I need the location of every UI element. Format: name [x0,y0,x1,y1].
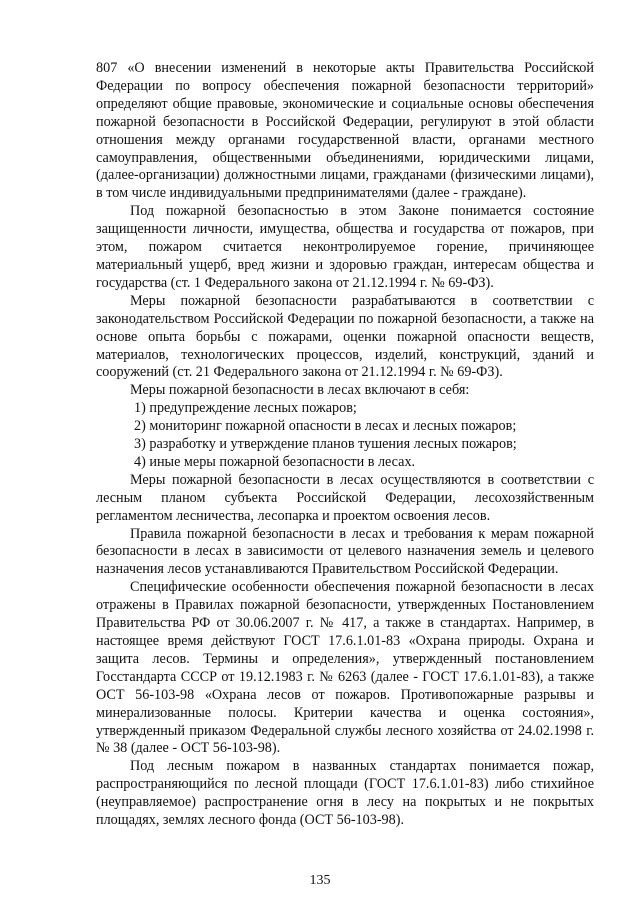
list-item: 2) мониторинг пожарной опасности в лесах и лесных пожаров; [134,418,517,435]
paragraph-measures: Меры пожарной безопасности разрабатываются в соответствии с законодательством Российской Федерации по пожарной безопасности, а также на основе опыта борьбы с пожарами, оценки пожарной опасности веществ, материалов, технологических процессов, изделий, конструкций, зданий и сооружений (ст. 21 Федерального закона от 21.12.1994 г. № 69-ФЗ). [96,292,594,381]
list-item: 4) иные меры пожарной безопасности в лесах. [134,453,416,470]
paragraph-list-intro: Меры пожарной безопасности в лесах включают в себя: [130,382,470,399]
page-number: 135 [309,873,331,888]
measures-list [96,400,594,472]
paragraph-definition: Под пожарной безопасностью в этом Законе понимается состояние защищенности личности, имущества, общества и государства от пожаров, при этом, пожаром считается неконтролируемое горение, причиняющее материальный ущерб, вред жизни и здоровью граждан, интересам общества и государства (ст. 1 Федерального закона от 21.12.1994 г. № 69-ФЗ). [96,203,594,291]
paragraph-rules: Правила пожарной безопасности в лесах и требования к мерам пожарной безопасности в лесах в зависимости от целевого назначения земель и целевого назначения лесов устанавливаются Правительством Российской Федерации. [96,525,594,578]
paragraph-implementation: Меры пожарной безопасности в лесах осуществляются в соответствии с лесным планом субъекта Российской Федерации, лесохозяйственным регламентом лесничества, лесопарка и проектом освоения лесов. [96,471,594,524]
list-item: 1) предупреждение лесных пожаров; [134,400,357,417]
paragraph-standards: Специфические особенности обеспечения пожарной безопасности в лесах отражены в Правилах пожарной безопасности, утвержденных Постановлением Правительства РФ от 30.06.2007 г. № 417, а также в стандартах. Например, в настоящее время действуют ГОСТ 17.6.1.01-83 «Охрана природы. Охрана и защита лесов. Термины и определения», утвержденный постановлением Госстандарта СССР от 19.12.1983 г. № 6263 (далее - ГОСТ 17.6.1.01-83), а также ОСТ 56-103-98 «Охрана лесов от пожаров. Противопожарные разрывы и минерализованные полосы. Критерии качества и оценка состояния», утвержденный приказом Федеральной службы лесного хозяйства от 24.02.1998 г. № 38 (далее - ОСТ 56-103-98). [96,579,594,757]
paragraph-forest-fire-definition: Под лесным пожаром в названных стандартах понимается пожар, распространяющийся по лесной площади (ГОСТ 17.6.1.01-83) либо стихийное (неуправляемое) распространение огня в лесу на покрытых и не покрытых площадях, землях лесного фонда (ОСТ 56-103-98). [96,758,594,829]
paragraph-intro: 807 «О внесении изменений в некоторые акты Правительства Российской Федерации по вопросу обеспечения пожарной безопасности территорий» определяют общие правовые, экономические и социальные основы обеспечения пожарной безопасности в Российской Федерации, регулируют в этой области отношения между органами государственной власти, органами местного самоуправления, общественными объединениями, юридическими лицами, (далее-организации) должностными лицами, гражданами (физическими лицами), в том числе индивидуальными предпринимателями (далее - граждане). [96,60,594,202]
list-item: 3) разработку и утверждение планов тушения лесных пожаров; [134,436,517,453]
